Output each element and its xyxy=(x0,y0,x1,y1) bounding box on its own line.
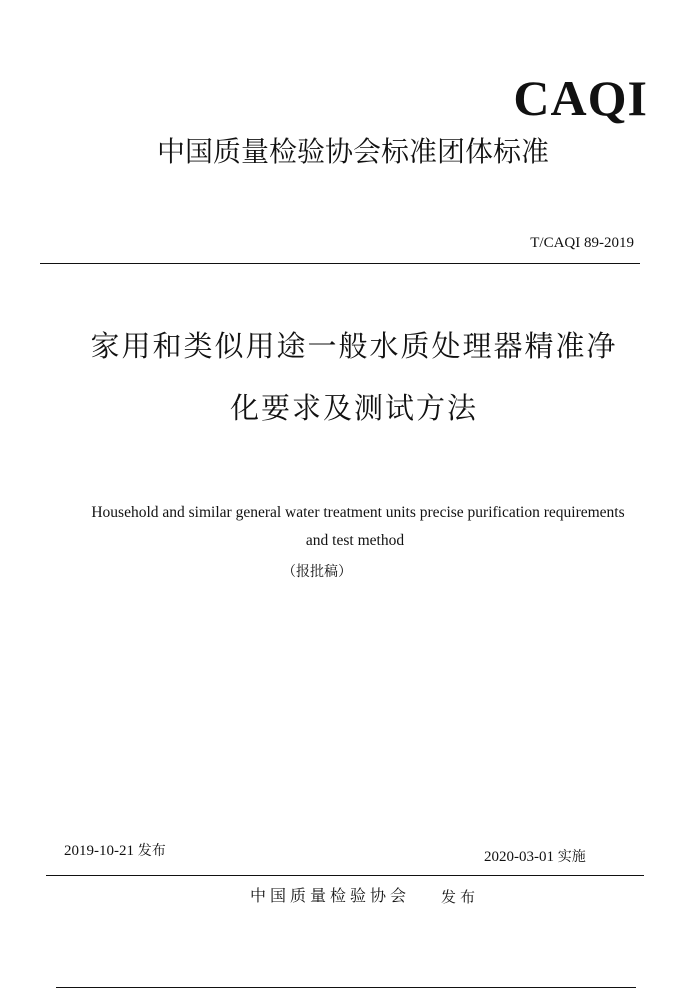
footer-divider xyxy=(46,875,644,876)
issue-date-block xyxy=(64,840,166,862)
issue-label: 发布 xyxy=(137,843,166,859)
standard-number: T/CAQI 89-2019 xyxy=(530,235,634,251)
chinese-title-line-1: 家用和类似用途一般水质处理器精准净 xyxy=(90,329,618,363)
standard-type-heading: 中国质量检验协会标准团体标准 xyxy=(156,135,549,168)
english-title-line-1: Household and similar general water treatment units precise purification requirements xyxy=(91,504,625,521)
implement-label: 实施 xyxy=(557,849,586,865)
header-divider xyxy=(40,263,640,264)
english-title-line-2: and test method xyxy=(305,532,405,549)
implement-date: 2020-03-01 xyxy=(484,849,554,865)
issue-date: 2019-10-21 xyxy=(64,843,134,859)
publisher-name: 中国质量检验协会 xyxy=(250,886,411,905)
page-bottom-rule xyxy=(56,987,636,988)
draft-status-label: （报批稿） xyxy=(282,564,352,580)
publish-label: 发布 xyxy=(441,888,480,906)
caqi-logo: CAQI xyxy=(513,70,648,126)
implement-date-block xyxy=(484,846,586,868)
chinese-title-line-2: 化要求及测试方法 xyxy=(229,391,478,425)
